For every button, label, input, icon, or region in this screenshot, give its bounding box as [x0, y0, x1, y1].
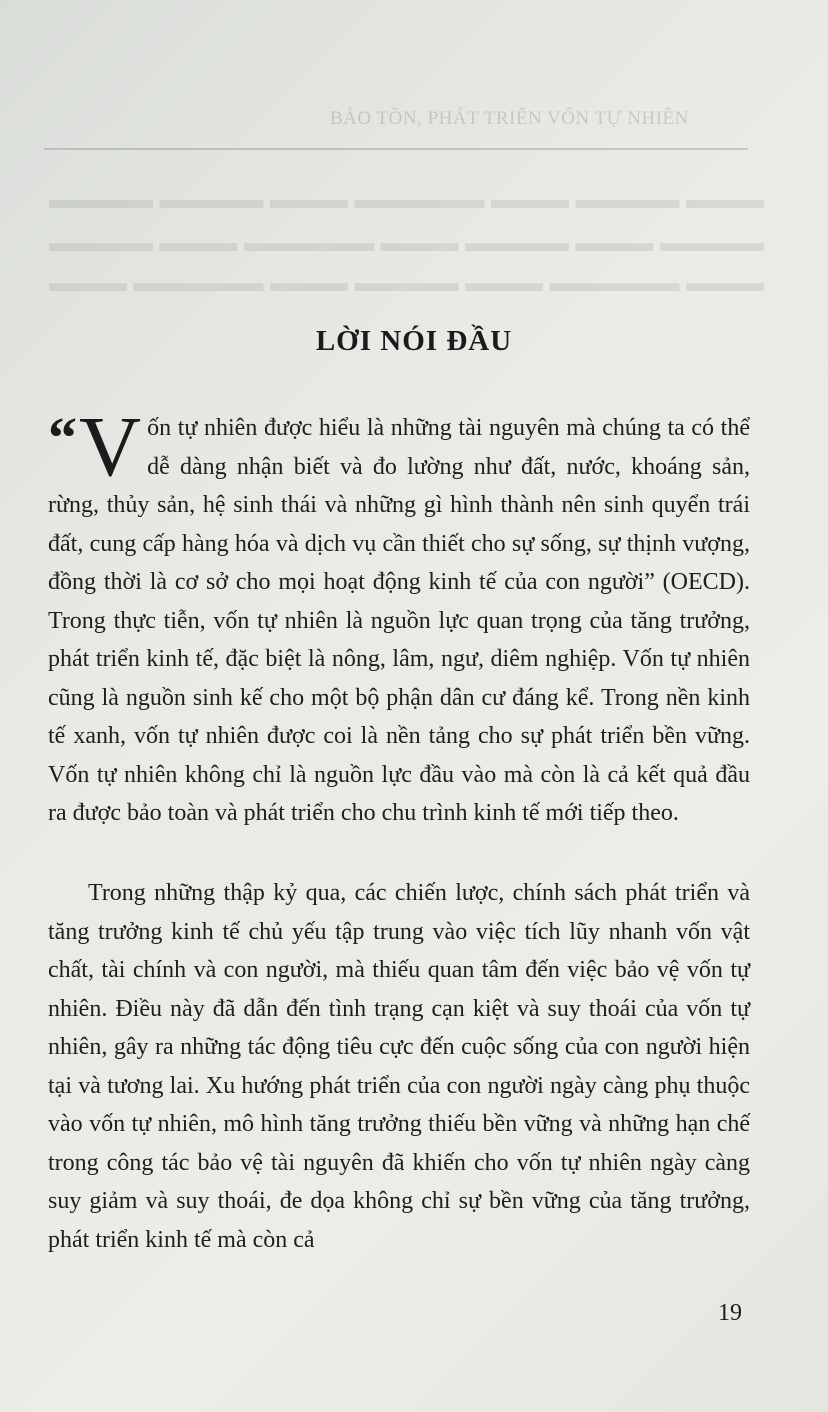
drop-cap: V — [79, 398, 142, 494]
running-head: BẢO TỒN, PHÁT TRIỂN VỐN TỰ NHIÊN — [330, 108, 689, 129]
paragraph-1 — [48, 398, 750, 833]
paragraph-2: Trong những thập kỷ qua, các chiến lược, chính sách phát triển và tăng trưởng kinh tế chủ yếu tập trung vào việc tích lũy nhanh vốn vật chất, tài chính và con người, mà thiếu quan tâm đến việc bảo vệ vốn tự nhiên. Điều này đã dẫn đến tình trạng cạn kiệt và suy thoái của vốn tự nhiên, gây ra những tác động tiêu cực đến cuộc sống của con người hiện tại và tương lai. Xu hướng phát triển của con người ngày càng phụ thuộc vào vốn tự nhiên, mô hình tăng trưởng thiếu bền vững và những hạn chế trong công tác bảo vệ tài nguyên đã khiến cho vốn tự nhiên ngày càng suy giảm và suy thoái, đe dọa không chỉ sự bền vững của tăng trưởng, phát triển kinh tế mà còn cả — [48, 880, 750, 1253]
bleed-through-text: ▬▬▬▬ ▬▬▬ ▬▬▬▬ ▬▬▬ ▬▬▬▬▬ ▬▬▬ ▬▬▬▬ — [49, 228, 764, 257]
bleed-through-text: ▬▬▬ ▬▬▬▬ ▬▬▬ ▬▬▬▬▬ ▬▬▬ ▬▬▬▬ ▬▬▬▬ — [49, 185, 764, 214]
opening-quote-mark: “ — [48, 405, 77, 470]
page-number: 19 — [718, 1300, 742, 1326]
bleed-through-text: ▬▬▬ ▬▬▬▬▬ ▬▬▬ ▬▬▬▬ ▬▬▬ ▬▬▬▬▬ ▬▬▬ — [49, 268, 764, 297]
paragraph-1-text: ốn tự nhiên được hiểu là những tài nguyên mà chúng ta có thể dễ dàng nhận biết và đo lường như đất, nước, khoáng sản, rừng, thủy sản, hệ sinh thái và những gì hình thành nên sinh quyển trái đất, cung cấp hàng hóa và dịch vụ cần thiết cho sự sống, sự thịnh vượng, đồng thời là cơ sở cho mọi hoạt động kinh tế của con người” (OECD). Trong thực tiễn, vốn tự nhiên là nguồn lực quan trọng của tăng trưởng, phát triển kinh tế, đặc biệt là nông, lâm, ngư, diêm nghiệp. Vốn tự nhiên cũng là nguồn sinh kế cho một bộ phận dân cư đáng kể. Trong nền kinh tế xanh, vốn tự nhiên được coi là nền tảng cho sự phát triển bền vững. Vốn tự nhiên không chỉ là nguồn lực đầu vào mà còn là cả kết quả đầu ra được bảo toàn và phát triển cho chu trình kinh tế mới tiếp theo. — [48, 415, 750, 826]
header-rule — [44, 148, 748, 150]
page-title: LỜI NÓI ĐẦU — [315, 325, 513, 358]
